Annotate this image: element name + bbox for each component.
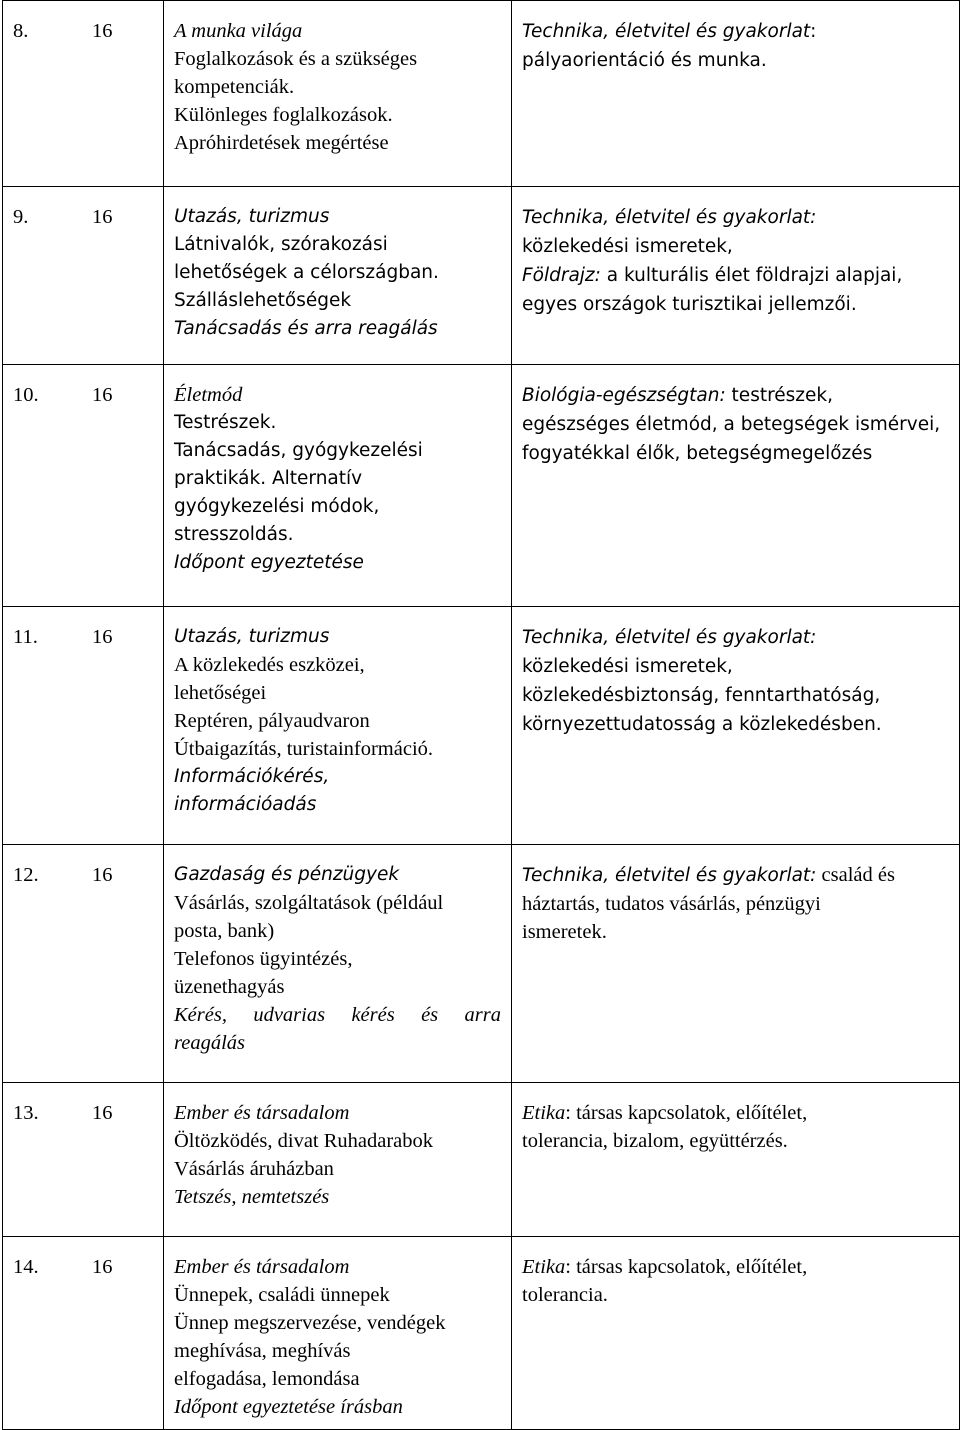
curriculum-link-line [522, 1281, 949, 1309]
topic-line: reagálás [174, 1032, 245, 1054]
topic-line: gyógykezelési módok, [174, 496, 380, 517]
lesson-hours: 16 [92, 384, 113, 406]
topic-cell [164, 1083, 512, 1237]
table-row [3, 845, 960, 1083]
curriculum-link-cell [512, 1, 960, 187]
topic-line: Különleges foglalkozások. [174, 104, 393, 126]
topic-line: Ünnep megszervezése, vendégek [174, 1312, 446, 1334]
curriculum-link-line [522, 410, 949, 439]
topic-line: Útbaigazítás, turistainformáció. [174, 738, 434, 760]
topic-title: Gazdaság és pénzügyek [174, 864, 400, 885]
link-text: család és [816, 864, 895, 886]
curriculum-link-line [522, 1127, 949, 1155]
topic-line: stresszoldás. [174, 524, 294, 545]
table-row [3, 1237, 960, 1430]
curriculum-link-cell [512, 607, 960, 845]
topic-title: Utazás, turizmus [174, 626, 330, 647]
link-text: tolerancia, bizalom, együttérzés. [522, 1130, 788, 1152]
subject-name: Biológia-egészségtan: [522, 385, 726, 406]
curriculum-link-line [522, 1253, 949, 1281]
link-text: : társas kapcsolatok, előítélet, [565, 1256, 808, 1278]
link-text: a kulturális élet földrajzi alapjai, [600, 265, 903, 286]
topic-cell [164, 845, 512, 1083]
lesson-number: 12. [13, 864, 39, 886]
topic-line: üzenethagyás [174, 976, 285, 998]
topic-line: információadás [174, 794, 317, 815]
subject-name: Etika [522, 1102, 566, 1124]
topic-cell [164, 1237, 512, 1430]
topic-line: Vásárlás áruházban [174, 1158, 334, 1180]
topic-line: elfogadása, lemondása [174, 1368, 360, 1390]
topic-line: Információkérés, [174, 766, 330, 787]
link-text: : társas kapcsolatok, előítélet, [565, 1102, 808, 1124]
topic-cell [164, 1, 512, 187]
link-text: testrészek, [725, 385, 833, 406]
topic-line: praktikák. Alternatív [174, 468, 363, 489]
lesson-number-cell [3, 845, 164, 1083]
lesson-number-cell [3, 187, 164, 365]
curriculum-link-line [522, 17, 949, 46]
topic-title: Utazás, turizmus [174, 206, 330, 227]
topic-cell [164, 365, 512, 607]
link-text: egészséges életmód, a betegségek ismérvei, [522, 414, 941, 435]
curriculum-link-line [522, 890, 949, 918]
lesson-number: 13. [13, 1102, 39, 1124]
lesson-number: 11. [13, 626, 38, 648]
curriculum-link-line [522, 46, 949, 75]
lesson-hours: 16 [92, 864, 113, 886]
table-row [3, 1, 960, 187]
link-text: egyes országok turisztikai jellemzői. [522, 294, 857, 315]
table-row [3, 187, 960, 365]
link-text: közlekedési ismeretek, [522, 236, 733, 257]
link-text: : [810, 21, 817, 42]
topic-line: lehetőségek a célországban. [174, 262, 439, 283]
topic-line: lehetőségei [174, 682, 267, 704]
topic-line: posta, bank) [174, 920, 275, 942]
curriculum-link-cell [512, 1083, 960, 1237]
table-row [3, 365, 960, 607]
topic-line: Szálláslehetőségek [174, 290, 352, 311]
subject-name: Technika, életvitel és gyakorlat: [522, 865, 817, 886]
topic-line: Reptéren, pályaudvaron [174, 710, 370, 732]
link-text: tolerancia. [522, 1284, 608, 1306]
lesson-number: 10. [13, 384, 39, 406]
topic-line: Kérés, udvarias kérés és arra [174, 1004, 501, 1026]
topic-line: Időpont egyeztetése [174, 552, 364, 573]
lesson-number: 8. [13, 20, 29, 42]
topic-line: Apróhirdetések megértése [174, 132, 389, 154]
topic-line: Öltözködés, divat Ruhadarabok [174, 1130, 434, 1152]
topic-line: Időpont egyeztetése írásban [174, 1396, 403, 1418]
topic-line: Ünnepek, családi ünnepek [174, 1284, 390, 1306]
topic-line: Vásárlás, szolgáltatások (például [174, 892, 444, 914]
topic-cell [164, 607, 512, 845]
topic-title: Életmód [174, 384, 243, 406]
subject-name: Technika, életvitel és gyakorlat: [522, 627, 817, 648]
subject-name: Etika [522, 1256, 566, 1278]
table-row [3, 1083, 960, 1237]
curriculum-link-line [522, 261, 949, 290]
topic-line: Telefonos ügyintézés, [174, 948, 353, 970]
syllabus-table [2, 0, 960, 1430]
lesson-hours: 16 [92, 206, 113, 228]
lesson-hours: 16 [92, 1256, 113, 1278]
lesson-number-cell [3, 1083, 164, 1237]
link-text: pályaorientáció és munka. [522, 50, 767, 71]
curriculum-link-line [522, 203, 949, 232]
subject-name: Földrajz: [522, 265, 601, 286]
topic-line: Tanácsadás, gyógykezelési [174, 440, 423, 461]
topic-line: Tetszés, nemtetszés [174, 1186, 330, 1208]
lesson-number: 14. [13, 1256, 39, 1278]
curriculum-link-line [522, 710, 949, 739]
lesson-number-cell [3, 1237, 164, 1430]
lesson-hours: 16 [92, 20, 113, 42]
curriculum-link-line [522, 290, 949, 319]
curriculum-link-line [522, 232, 949, 261]
table-body [3, 1, 960, 1430]
topic-line: Foglalkozások és a szükséges [174, 48, 418, 70]
topic-line: Testrészek. [174, 412, 277, 433]
topic-title: A munka világa [174, 20, 303, 42]
curriculum-link-line [522, 439, 949, 468]
topic-title: Ember és társadalom [174, 1102, 350, 1124]
curriculum-link-cell [512, 845, 960, 1083]
subject-name: Technika, életvitel és gyakorlat: [522, 207, 817, 228]
topic-line: Tanácsadás és arra reagálás [174, 318, 438, 339]
link-text: közlekedési ismeretek, [522, 656, 733, 677]
curriculum-link-line [522, 652, 949, 681]
topic-line: kompetenciák. [174, 76, 295, 98]
curriculum-link-line [522, 1099, 949, 1127]
lesson-number: 9. [13, 206, 29, 228]
curriculum-link-line [522, 861, 949, 890]
lesson-number-cell [3, 1, 164, 187]
curriculum-link-line [522, 623, 949, 652]
link-text: közlekedésbiztonság, fenntarthatóság, [522, 685, 881, 706]
lesson-hours: 16 [92, 626, 113, 648]
curriculum-link-line [522, 918, 949, 946]
link-text: háztartás, tudatos vásárlás, pénzügyi [522, 893, 821, 915]
topic-line: Látnivalók, szórakozási [174, 234, 388, 255]
lesson-number-cell [3, 365, 164, 607]
link-text: ismeretek. [522, 921, 607, 943]
lesson-number-cell [3, 607, 164, 845]
subject-name: Technika, életvitel és gyakorlat [522, 21, 811, 42]
topic-line: meghívása, meghívás [174, 1340, 351, 1362]
topic-cell [164, 187, 512, 365]
curriculum-link-line [522, 381, 949, 410]
link-text: környezettudatosság a közlekedésben. [522, 714, 882, 735]
curriculum-link-cell [512, 187, 960, 365]
curriculum-link-cell [512, 365, 960, 607]
link-text: fogyatékkal élők, betegségmegelőzés [522, 443, 873, 464]
lesson-hours: 16 [92, 1102, 113, 1124]
table-row [3, 607, 960, 845]
topic-line: A közlekedés eszközei, [174, 654, 365, 676]
topic-title: Ember és társadalom [174, 1256, 350, 1278]
curriculum-link-line [522, 681, 949, 710]
curriculum-link-cell [512, 1237, 960, 1430]
